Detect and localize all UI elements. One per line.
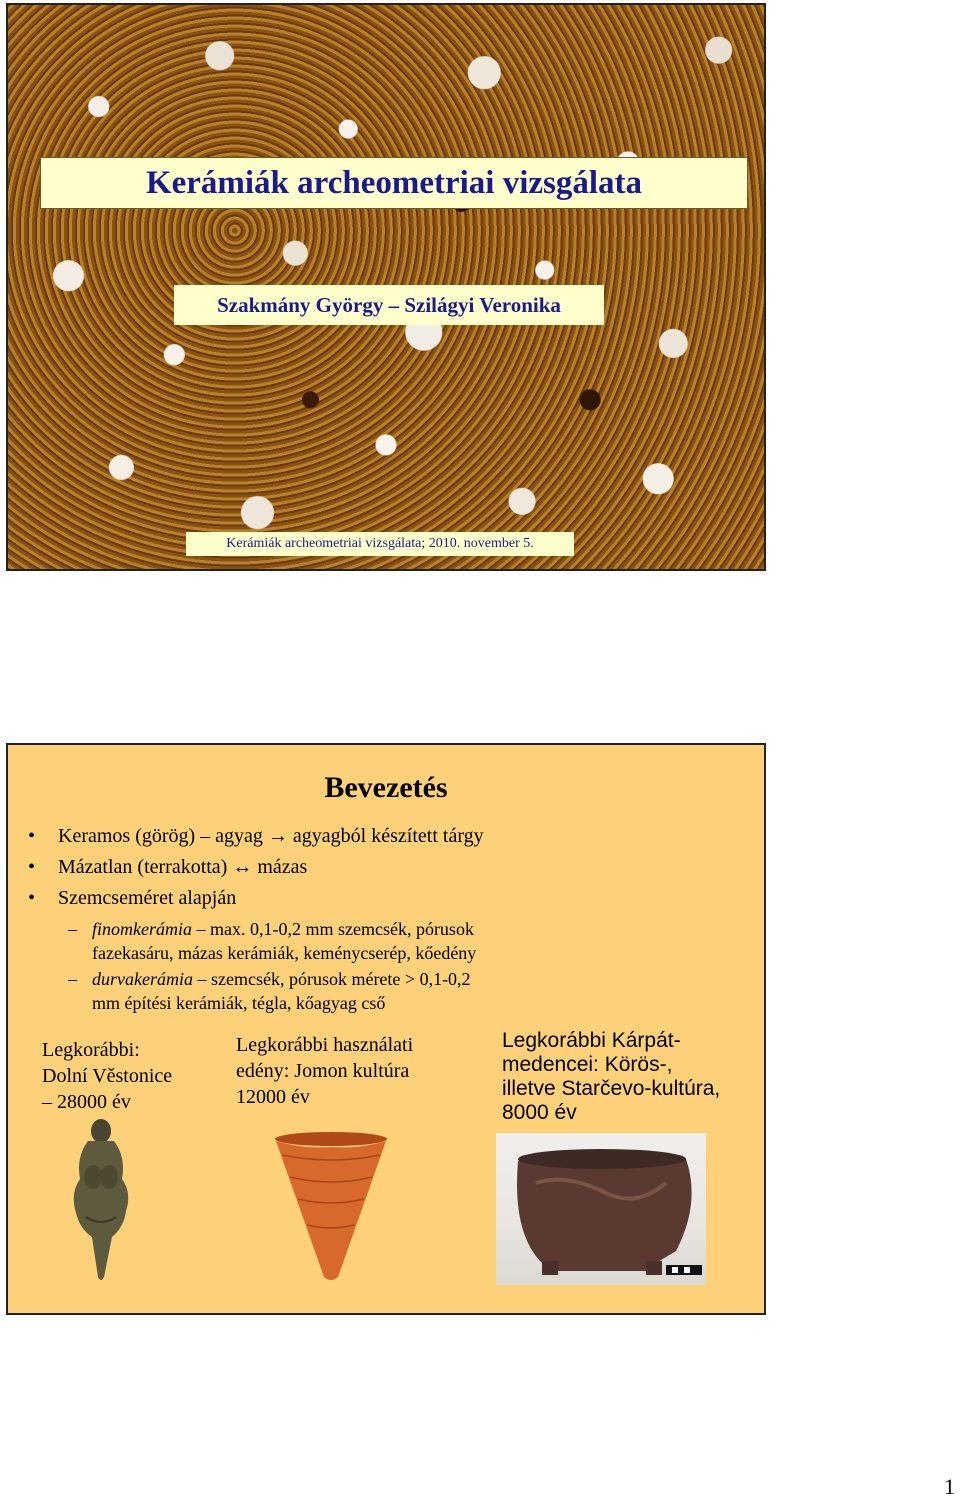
title-box — [40, 157, 748, 209]
slide-1 — [6, 3, 766, 571]
authors: Szakmány György – Szilágyi Veronika — [217, 292, 561, 317]
slide-1-title: Kerámiák archeometriai vizsgálata — [145, 164, 643, 201]
bullet-item: • Keramos (görög) – agyag → agyagból készített tárgy — [28, 825, 484, 847]
authors-box — [174, 285, 604, 325]
caption-jomon: Legkorábbi használati edény: Jomon kultúra 12000 év — [236, 1034, 414, 1108]
bullet-item: • Szemcseméret alapján — [28, 887, 237, 909]
sub-bullet-durvakeramia: – durvakerámia – szemcsék, pórusok mérete > 0,1-0,2 mm építési kerámiák, tégla, kőagyag cső — [68, 969, 471, 1013]
footer-box — [186, 532, 574, 556]
caption-koros-starcevo: Legkorábbi Kárpát- medencei: Körös-, illetve Starčevo-kultúra, 8000 év — [502, 1029, 721, 1124]
jomon-vessel-image — [272, 1131, 390, 1283]
caption-dolni-vestonice: Legkorábbi: Dolní Věstonice – 28000 év — [42, 1039, 173, 1113]
slide-2 — [6, 743, 766, 1315]
sub-bullet-finomkeramia: – finomkerámia – max. 0,1-0,2 mm szemcsék, pórusok fazekasáru, mázas kerámiák, keménycserép, kőedény — [68, 919, 477, 963]
page-number: 1 — [944, 1474, 955, 1499]
bullet-item: • Mázatlan (terrakotta) ↔ mázas — [28, 856, 308, 878]
venus-figurine-image — [66, 1117, 136, 1285]
slide-2-title: Bevezetés — [324, 771, 448, 804]
slide-footer: Kerámiák archeometriai vizsgálata; 2010. november 5. — [226, 536, 534, 551]
koros-pot-image — [496, 1133, 706, 1285]
